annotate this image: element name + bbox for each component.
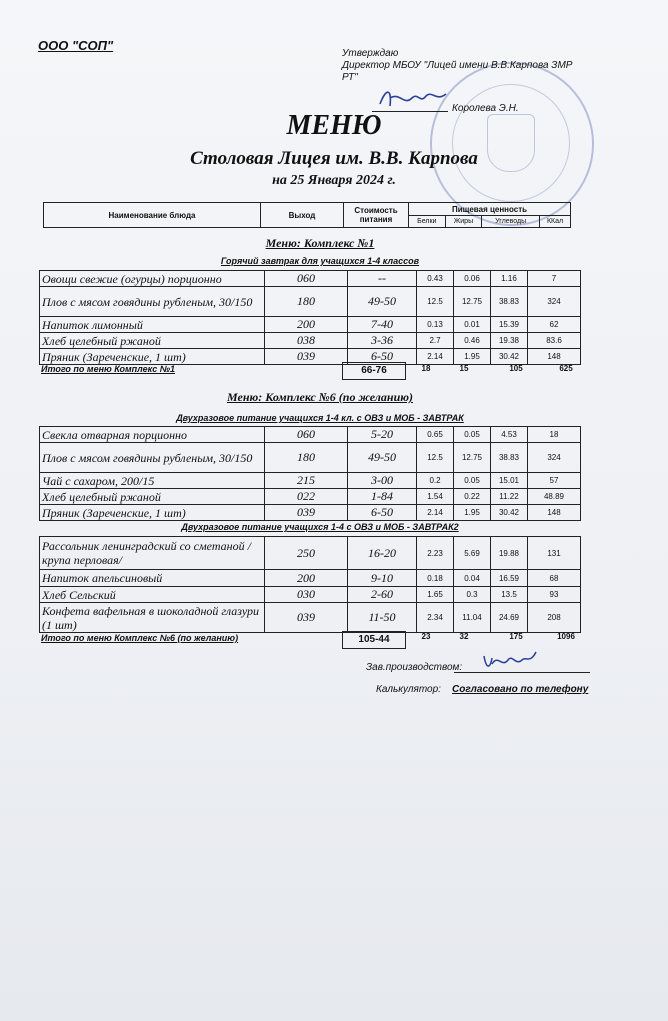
nutrition-cell: 0.18 (417, 570, 454, 587)
cost-cell: 5-20 (348, 427, 417, 443)
dish-name-cell: Конфета вафельная в шоколадной глазури (1 шт) (40, 603, 265, 633)
menu6-group1-title: Двухразовое питание учащихся 1-4 кл. с ОВЗ и МОБ - ЗАВТРАК (176, 413, 464, 423)
dish-name-cell: Напиток апельсиновый (40, 570, 265, 587)
nutrition-cell: 18 (528, 427, 581, 443)
output-cell: 060 (265, 427, 348, 443)
header-output: Выход (261, 203, 344, 228)
menu1-group-title: Горячий завтрак для учащихся 1-4 классов (220, 256, 420, 266)
nutrition-cell: 0.43 (417, 271, 454, 287)
menu6-total-kcal: 1096 (557, 632, 575, 641)
table-row (40, 570, 581, 587)
nutrition-cell: 93 (528, 587, 581, 603)
nutrition-cell: 19.88 (491, 537, 528, 570)
menu6-table2 (39, 536, 581, 633)
cost-cell: 49-50 (348, 287, 417, 317)
output-cell: 215 (265, 473, 348, 489)
nutrition-cell: 148 (528, 349, 581, 365)
dish-name-cell: Чай с сахаром, 200/15 (40, 473, 265, 489)
menu1-total-kcal: 625 (559, 364, 573, 373)
nutrition-cell: 12.5 (417, 443, 454, 473)
dish-name-cell: Рассольник ленинградский со сметаной /крупа перловая/ (40, 537, 265, 570)
nutrition-cell: 0.04 (454, 570, 491, 587)
menu6-total-proteins: 23 (421, 632, 431, 641)
dish-name-cell: Хлеб Сельский (40, 587, 265, 603)
table-row (40, 271, 581, 287)
table-row (40, 587, 581, 603)
nutrition-cell: 83.6 (528, 333, 581, 349)
nutrition-cell: 38.83 (491, 287, 528, 317)
cost-cell: 16-20 (348, 537, 417, 570)
menu1-table (39, 270, 581, 365)
cost-cell: 6-50 (348, 505, 417, 521)
menu1-total-proteins: 18 (421, 364, 431, 373)
page-title: МЕНЮ (286, 110, 382, 141)
menu1-title: Меню: Комплекс №1 (265, 236, 375, 250)
nutrition-cell: 13.5 (491, 587, 528, 603)
dish-name-cell: Хлеб целебный ржаной (40, 333, 265, 349)
nutrition-cell: 0.01 (454, 317, 491, 333)
header-fats: Жиры (445, 216, 482, 228)
table-row (40, 317, 581, 333)
cost-cell: 3-36 (348, 333, 417, 349)
table-row (40, 537, 581, 570)
nutrition-cell: 324 (528, 443, 581, 473)
nutrition-cell: 5.69 (454, 537, 491, 570)
nutrition-cell: 131 (528, 537, 581, 570)
nutrition-cell: 1.95 (454, 349, 491, 365)
table-row (40, 603, 581, 633)
nutrition-cell: 19.38 (491, 333, 528, 349)
header-nutrition: Пищевая ценность (409, 203, 571, 216)
table-row (40, 473, 581, 489)
table-row (40, 505, 581, 521)
nutrition-cell: 11.22 (491, 489, 528, 505)
cost-cell: 11-50 (348, 603, 417, 633)
cost-cell: 9-10 (348, 570, 417, 587)
nutrition-cell: 30.42 (491, 505, 528, 521)
nutrition-cell: 0.65 (417, 427, 454, 443)
header-proteins: Белки (409, 216, 446, 228)
nutrition-cell: 0.2 (417, 473, 454, 489)
nutrition-cell: 0.05 (454, 473, 491, 489)
table-row (40, 489, 581, 505)
header-dish: Наименование блюда (44, 203, 261, 228)
cost-cell: 2-60 (348, 587, 417, 603)
header-table (43, 202, 571, 228)
dish-name-cell: Свекла отварная порционно (40, 427, 265, 443)
output-cell: 038 (265, 333, 348, 349)
nutrition-cell: 12.5 (417, 287, 454, 317)
approval-block (342, 48, 592, 84)
nutrition-cell: 0.13 (417, 317, 454, 333)
output-cell: 039 (265, 349, 348, 365)
dish-name-cell: Напиток лимонный (40, 317, 265, 333)
menu6-total-carbs: 175 (509, 632, 523, 641)
menu6-title: Меню: Комплекс №6 (по желанию) (227, 390, 413, 404)
output-cell: 039 (265, 505, 348, 521)
nutrition-cell: 48.89 (528, 489, 581, 505)
nutrition-cell: 1.95 (454, 505, 491, 521)
dish-name-cell: Хлеб целебный ржаной (40, 489, 265, 505)
table-row (40, 427, 581, 443)
nutrition-cell: 1.16 (491, 271, 528, 287)
nutrition-cell: 1.54 (417, 489, 454, 505)
cost-cell: -- (348, 271, 417, 287)
output-cell: 180 (265, 443, 348, 473)
approval-line3: РТ" (342, 72, 358, 83)
nutrition-cell: 2.23 (417, 537, 454, 570)
nutrition-cell: 208 (528, 603, 581, 633)
nutrition-cell: 2.7 (417, 333, 454, 349)
production-label: Зав.производством: (366, 662, 463, 673)
dish-name-cell: Пряник (Зареченские, 1 шт) (40, 349, 265, 365)
table-row (40, 333, 581, 349)
calculator-value: Согласовано по телефону (452, 684, 589, 695)
nutrition-cell: 15.39 (491, 317, 528, 333)
nutrition-cell: 30.42 (491, 349, 528, 365)
cost-cell: 7-40 (348, 317, 417, 333)
nutrition-cell: 4.53 (491, 427, 528, 443)
organization-name: ООО "СОП" (38, 38, 114, 53)
nutrition-cell: 148 (528, 505, 581, 521)
nutrition-cell: 1.65 (417, 587, 454, 603)
nutrition-cell: 7 (528, 271, 581, 287)
dish-name-cell: Плов с мясом говядины рубленым, 30/150 (40, 287, 265, 317)
header-carbs: Углеводы (482, 216, 540, 228)
production-signature (480, 648, 544, 674)
dish-name-cell: Овощи свежие (огурцы) порционно (40, 271, 265, 287)
nutrition-cell: 24.69 (491, 603, 528, 633)
nutrition-cell: 0.22 (454, 489, 491, 505)
cost-cell: 1-84 (348, 489, 417, 505)
nutrition-cell: 2.14 (417, 505, 454, 521)
table-row (40, 287, 581, 317)
nutrition-cell: 15.01 (491, 473, 528, 489)
output-cell: 060 (265, 271, 348, 287)
menu6-total-label: Итого по меню Комплекс №6 (по желанию) (41, 633, 239, 643)
cost-cell: 6-50 (348, 349, 417, 365)
table-row (40, 443, 581, 473)
output-cell: 022 (265, 489, 348, 505)
header-kcal: ККал (540, 216, 571, 228)
nutrition-cell: 2.34 (417, 603, 454, 633)
nutrition-cell: 12.75 (454, 443, 491, 473)
nutrition-cell: 68 (528, 570, 581, 587)
nutrition-cell: 12.75 (454, 287, 491, 317)
dish-name-cell: Плов с мясом говядины рубленым, 30/150 (40, 443, 265, 473)
nutrition-cell: 0.3 (454, 587, 491, 603)
nutrition-cell: 62 (528, 317, 581, 333)
page-subtitle: Столовая Лицея им. В.В. Карпова (190, 148, 478, 169)
menu6-table1 (39, 426, 581, 521)
nutrition-cell: 38.83 (491, 443, 528, 473)
output-cell: 200 (265, 570, 348, 587)
menu-date: на 25 Января 2024 г. (272, 173, 396, 188)
output-cell: 200 (265, 317, 348, 333)
approval-line1: Утверждаю (342, 48, 399, 59)
output-cell: 039 (265, 603, 348, 633)
menu6-total-fats: 32 (459, 632, 469, 641)
approval-line2: Директор МБОУ "Лицей имени В.В.Карпова ЗМР (342, 60, 573, 71)
header-cost: Стоимость питания (344, 203, 409, 228)
menu6-total-cost: 105-44 (342, 631, 406, 649)
table-row (40, 349, 581, 365)
nutrition-cell: 2.14 (417, 349, 454, 365)
output-cell: 180 (265, 287, 348, 317)
nutrition-cell: 0.06 (454, 271, 491, 287)
menu6-group2-title: Двухразовое питание учащихся 1-4 с ОВЗ и МОБ - ЗАВТРАК2 (181, 522, 459, 532)
nutrition-cell: 324 (528, 287, 581, 317)
calculator-label: Калькулятор: (376, 684, 441, 695)
nutrition-cell: 11.04 (454, 603, 491, 633)
cost-cell: 49-50 (348, 443, 417, 473)
dish-name-cell: Пряник (Зареченские, 1 шт) (40, 505, 265, 521)
menu1-total-label: Итого по меню Комплекс №1 (41, 364, 176, 374)
menu1-total-carbs: 105 (509, 364, 523, 373)
cost-cell: 3-00 (348, 473, 417, 489)
nutrition-cell: 16.59 (491, 570, 528, 587)
menu1-total-fats: 15 (459, 364, 469, 373)
nutrition-cell: 57 (528, 473, 581, 489)
director-name: Королева Э.Н. (452, 103, 519, 114)
menu1-total-cost: 66-76 (342, 362, 406, 380)
nutrition-cell: 0.05 (454, 427, 491, 443)
nutrition-cell: 0.46 (454, 333, 491, 349)
output-cell: 250 (265, 537, 348, 570)
output-cell: 030 (265, 587, 348, 603)
